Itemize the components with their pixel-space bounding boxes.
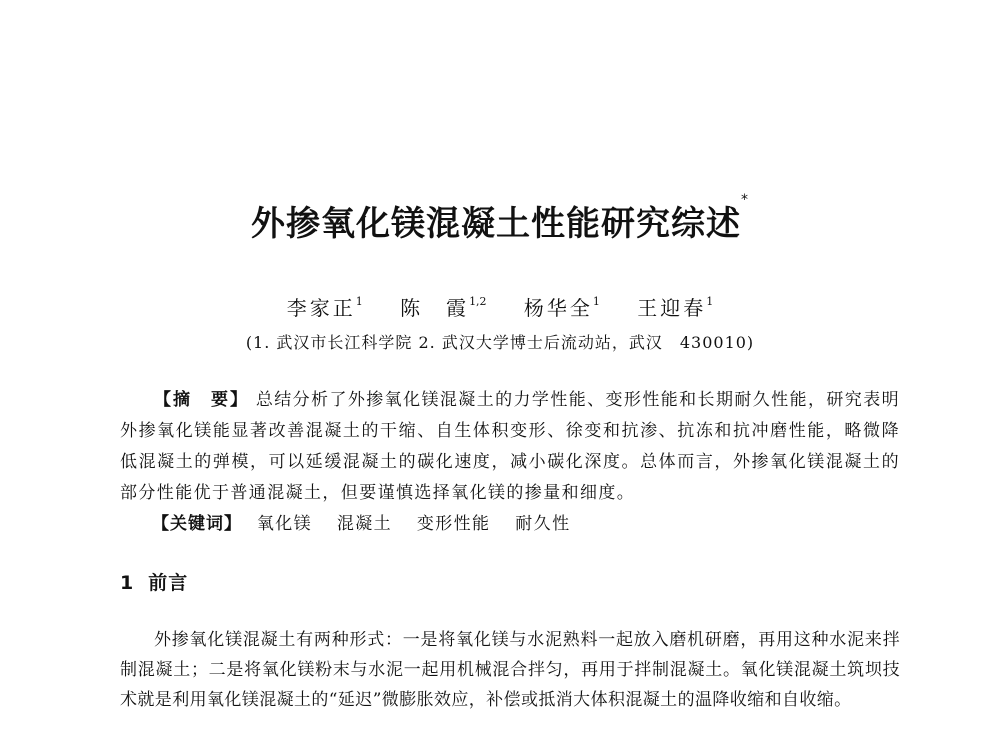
author <box>637 296 713 320</box>
abstract-label: 【摘 要】 <box>154 390 250 410</box>
author-name: 陈 霞 <box>400 296 470 320</box>
author-name: 王迎春 <box>637 296 707 320</box>
keyword: 变形性能 <box>416 514 491 534</box>
abstract-text: 总结分析了外掺氧化镁混凝土的力学性能、变形性能和长期耐久性能，研究表明外掺氧化镁能显著改善混凝土的干缩、自生体积变形、徐变和抗渗、抗冻和抗冲磨性能，略微降低混凝土的弹模，可以延缓混凝土的碳化速度，减小碳化深度。总体而言，外掺氧化镁混凝土的部分性能优于普通混凝土，但要谨慎选择氧化镁的掺量和细度。 <box>120 390 901 503</box>
abstract-paragraph <box>120 385 900 509</box>
keywords-label: 【关键词】 <box>152 514 242 534</box>
title-footnote-mark: * <box>741 192 749 208</box>
author-affil-mark: 1 <box>355 295 363 309</box>
affiliation: (1. 武汉市长江科学院 2. 武汉大学博士后流动站，武汉 430010) <box>245 333 755 352</box>
paper-title-text: 外掺氧化镁混凝土性能研究综述 <box>251 204 741 244</box>
section-number: 1 <box>120 572 135 594</box>
keywords <box>152 509 902 534</box>
author <box>524 296 600 320</box>
keyword: 氧化镁 <box>256 514 313 534</box>
author <box>400 296 487 320</box>
keyword: 耐久性 <box>515 514 571 534</box>
section-heading <box>120 568 188 595</box>
paper-title <box>0 192 1000 245</box>
abstract <box>120 385 900 509</box>
body-paragraph: 外掺氧化镁混凝土有两种形式：一是将氧化镁与水泥熟料一起放入磨机研磨，再用这种水泥来拌制混凝土；二是将氧化镁粉末与水泥一起用机械混合拌匀，再用于拌制混凝土。氧化镁混凝土筑坝技术就是利用氧化镁混凝土的“延迟”微膨胀效应，补偿或抵消大体积混凝土的温降收缩和自收缩。 <box>120 630 900 710</box>
author <box>287 296 363 320</box>
author-affil-mark: 1 <box>592 295 600 309</box>
author-affil-mark: 1 <box>706 295 714 309</box>
author-name: 李家正 <box>286 296 356 320</box>
author-affil-mark: 1,2 <box>469 295 487 309</box>
keyword: 混凝土 <box>336 514 393 534</box>
section-title: 前言 <box>148 572 189 594</box>
body-text <box>120 625 900 715</box>
author-name: 杨华全 <box>523 296 593 320</box>
author-list <box>0 292 1000 321</box>
